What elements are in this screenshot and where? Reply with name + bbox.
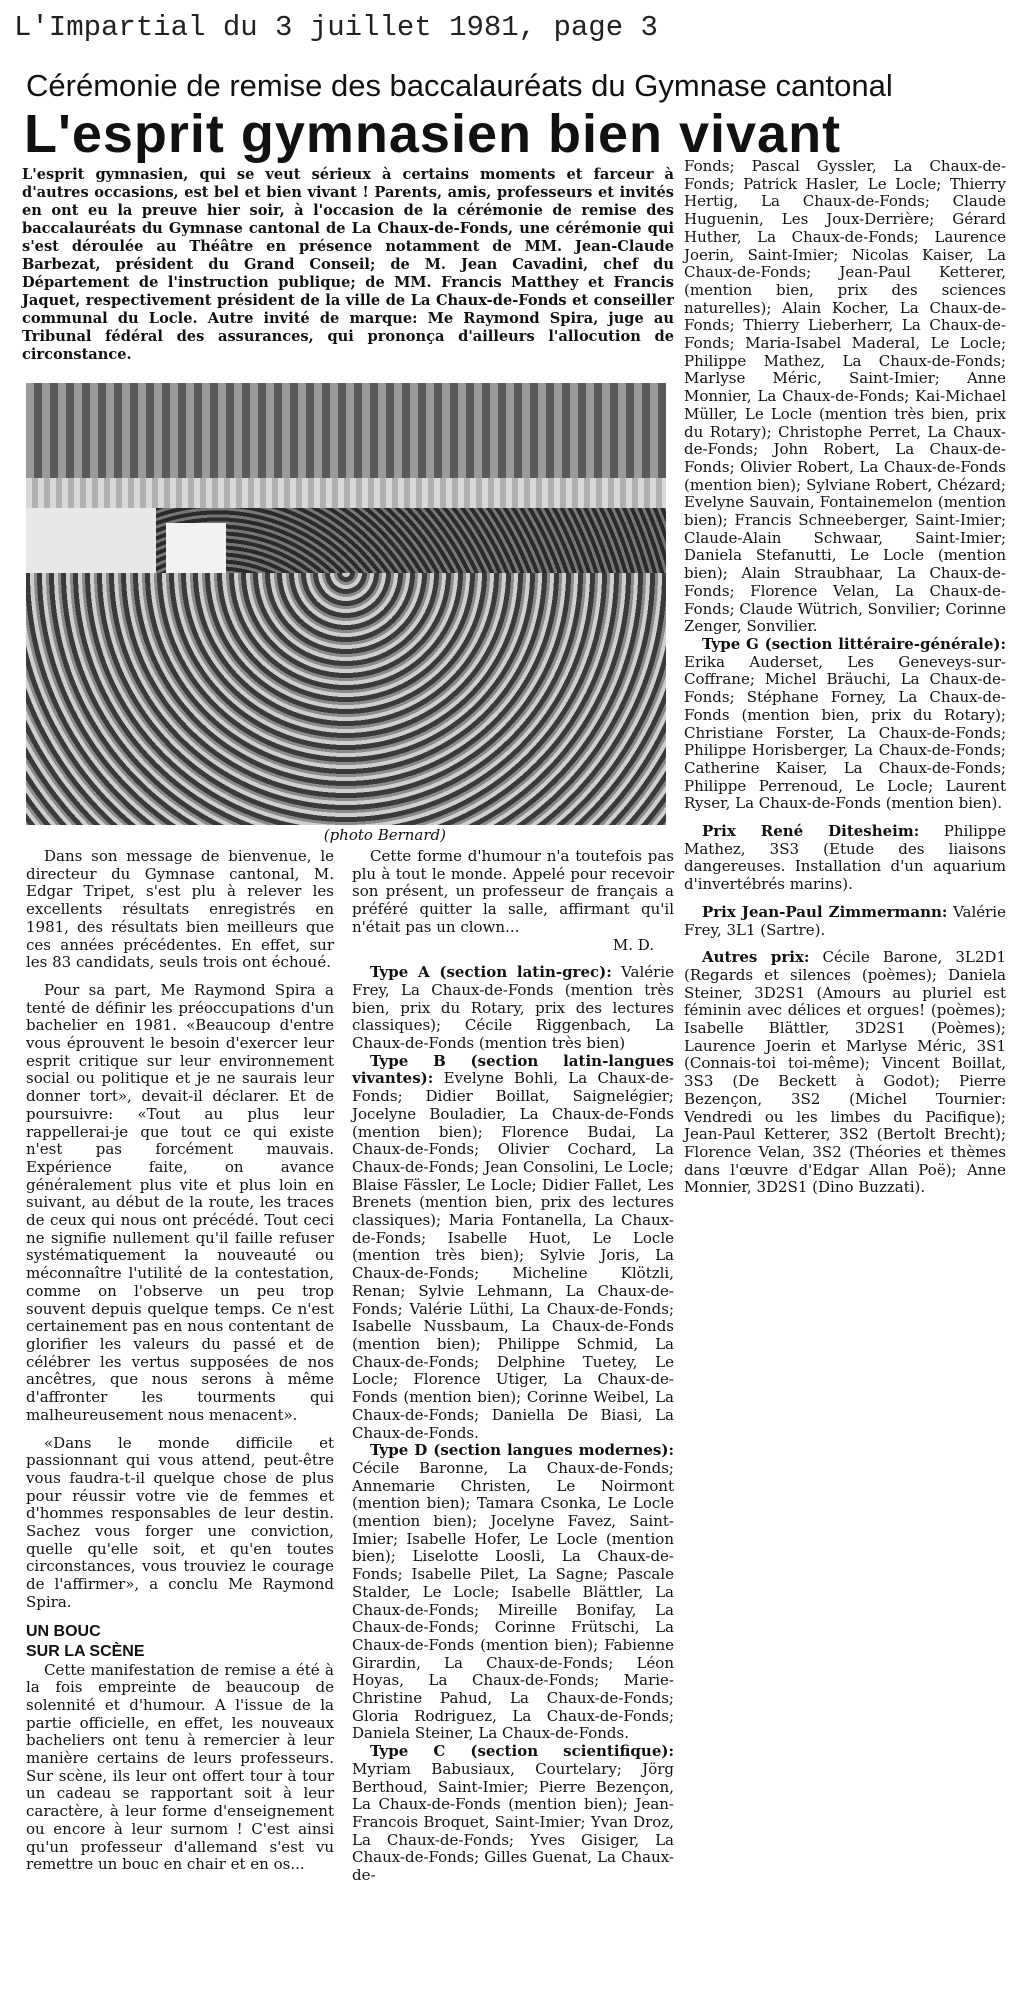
- laureates-type-a: [352, 964, 674, 1053]
- paragraph: Dans son message de bienvenue, le directeur du Gymnase cantonal, M. Edgar Tripet, s'est plu à relever les excellents résultats enregistrés en 1981, des résultats bien meilleurs que ces années précédentes. En effet, sur les 83 candidats, seuls trois ont échoué.: [26, 847, 334, 972]
- theatre-photo: [26, 383, 666, 825]
- photo-caption: (photo Bernard): [323, 826, 446, 844]
- signature: M. D.: [612, 935, 654, 954]
- headline: L'esprit gymnasien bien vivant: [24, 104, 842, 164]
- photo-rail: [26, 478, 666, 508]
- laureates-list: Valérie Frey, La Chaux-de-Fonds (mention très bien, prix du Rotary, prix des lectures classiques); Cécile Riggenbach, La Chaux-de-Fonds (mention très bien): [352, 963, 674, 1053]
- paragraph: Cette manifestation de remise a été à la fois empreinte de beaucoup de solennité et d'humour. A l'issue de la partie officielle, en effet, les nouveaux bacheliers ont tenu à remercier à leur manière certains de leurs professeurs. Sur scène, ils leur ont offert tour à tour un cadeau se rapportant soit à leur caractère, à leur forme d'enseignement ou encore à leur surnom ! C'est ainsi qu'un professeur d'allemand s'est vu remettre un bouc en chair et en os...: [26, 1660, 334, 1874]
- prize-label: Autres prix:: [702, 948, 810, 967]
- section-label: Type C (section scientifique):: [370, 1742, 674, 1761]
- prize-text: Cécile Barone, 3L2D1 (Regards et silences (poèmes); Daniela Steiner, 3D2S1 (Amours au pluriel est féminin avec délices et orgues! (poèmes); Isabelle Blättler, 3D2S1 (Poèmes); Laurence Joerin et Marlyse Méric, 3S1 (Connais-toi toi-même); Vincent Boillat, 3S3 (De Beckett à Godot); Pierre Bezençon, 3S2 (Michel Tournier: Vendredi ou les limbes du Pacifique); Jean-Paul Ketterer, 3S2 (Bertolt Brecht); Florence Velan, 3S2 (Théories et thèmes dans l'œuvre d'Edgar Allan Poë); Anne Monnier, 3D2S1 (Dino Buzzati).: [684, 948, 1007, 1197]
- prize-text: Valérie Frey, 3L1 (Sartre).: [684, 902, 1006, 939]
- laureates-type-c: [352, 1743, 674, 1885]
- autres-prix: [684, 949, 1006, 1197]
- column-middle: [352, 848, 674, 1885]
- lead-paragraph: L'esprit gymnasien, qui se veut sérieux à certains moments et farceur à d'autres occasions, est bel et bien vivant ! Parents, amis, professeurs et invités en ont eu la preuve hier soir, à l'occasion de la cérémonie de remise des baccalauréats du Gymnase cantonal de La Chaux-de-Fonds, une cérémonie qui s'est déroulée au Théâtre en présence notamment de MM. Jean-Claude Barbezat, président du Grand Conseil; de M. Jean Cavadini, chef du Département de l'instruction publique; de MM. Francis Matthey et Francis Jaquet, respectivement président de la ville de La Chaux-de-Fonds et conseiller communal du Locle. Autre invité de marque: Me Raymond Spira, juge au Tribunal fédéral des assurances, qui prononça d'ailleurs l'allocution de circonstance.: [22, 166, 674, 363]
- source-line: L'Impartial du 3 juillet 1981, page 3: [14, 11, 658, 44]
- section-label: Type D (section langues modernes):: [370, 1441, 674, 1460]
- prize-label: Prix Jean-Paul Zimmermann:: [702, 902, 948, 921]
- photo-audience: [26, 573, 666, 825]
- section-label: Type A (section latin-grec):: [370, 963, 612, 982]
- kicker: Cérémonie de remise des baccalauréats du Gymnase cantonal: [26, 68, 893, 103]
- column-left: [26, 848, 334, 1874]
- paragraph: Pour sa part, Me Raymond Spira a tenté de définir les préoccupations d'un bachelier en 1981. «Beaucoup d'entre vous éprouvent le besoin d'exercer leur esprit critique sur leur environnement social ou politique et je ne saurais leur donner tort», devait-il déclarer. Et de poursuivre: «Tout au plus leur rappellerai-je que tout ce qui existe n'est pas forcément mauvais. Expérience faite, on avance généralement plus vite et plus loin en suivant, au début de la route, les traces de ceux qui nous ont précédé. Tout ceci ne signifie nullement qu'il faille refuser systématiquement la nouveauté ou méconnaître l'utilité de la contestation, comme on l'observe un peu trop souvent depuis quelque temps. Ce n'est certainement pas en nous contentant de glorifier les valeurs du passé et de célébrer les vertus supposées de nos ancêtres, que nous serons à même d'affronter les tourments qui malheureusement nous menacent».: [26, 980, 334, 1424]
- laureates-list: Cécile Baronne, La Chaux-de-Fonds; Annemarie Christen, Le Noirmont (mention bien); Tamara Csonka, Le Locle (mention bien); Jocelyne Favez, Saint-Imier; Isabelle Hofer, Le Locle (mention bien); Liselotte Loosli, La Chaux-de-Fonds; Isabelle Pilet, La Sagne; Pascale Stalder, Le Locle; Isabelle Blättler, La Chaux-de-Fonds; Mireille Bonifay, La Chaux-de-Fonds; Corinne Frütschi, La Chaux-de-Fonds (mention bien); Fabienne Girardin, La Chaux-de-Fonds; Léon Hoyas, La Chaux-de-Fonds; Marie-Christine Pahud, La Chaux-de-Fonds; Gloria Rodriguez, La Chaux-de-Fonds; Daniela Steiner, La Chaux-de-Fonds.: [352, 1458, 674, 1743]
- prix-ditesheim: [684, 823, 1006, 894]
- laureates-type-g: [684, 636, 1006, 813]
- laureates-list: Evelyne Bohli, La Chaux-de-Fonds; Didier Boillat, Saignelégier; Jocelyne Bouladier, La Chaux-de-Fonds (mention bien); Florence Budai, La Chaux-de-Fonds; Olivier Cochard, La Chaux-de-Fonds; Jean Consolini, Le Locle; Blaise Fässler, Le Locle; Didier Fallet, Les Brenets (mention bien, prix des lectures classiques); Maria Fontanella, La Chaux-de-Fonds; Isabelle Huot, Le Locle (mention très bien); Sylvie Joris, La Chaux-de-Fonds; Micheline Klötzli, Renan; Sylvie Lehmann, La Chaux-de-Fonds; Valérie Lüthi, La Chaux-de-Fonds; Isabelle Nussbaum, La Chaux-de-Fonds (mention bien); Philippe Schmid, La Chaux-de-Fonds; Delphine Tuetey, Le Locle; Florence Utiger, La Chaux-de-Fonds (mention bien); Corinne Weibel, La Chaux-de-Fonds; Daniella De Biasi, La Chaux-de-Fonds.: [352, 1069, 674, 1442]
- subheading: [26, 1622, 334, 1662]
- section-label: Type G (section littéraire-générale):: [702, 634, 1006, 653]
- paragraph: «Dans le monde difficile et passionnant qui vous attend, peut-être vous faudra-t-il quelque chose de plus pour réussir votre vie de femmes et d'hommes responsables de leur destin. Sachez vous forger une conviction, quelle qu'elle soit, et qu'en toutes circonstances, vous trouviez le courage de l'affirmer», a conclu Me Raymond Spira.: [26, 1433, 334, 1611]
- subheading-line: SUR LA SCÈNE: [26, 1642, 145, 1660]
- subheading-line: UN BOUC: [26, 1622, 101, 1640]
- section-label: Type B (section latin-langues vivantes):: [352, 1051, 674, 1088]
- laureates-list: Myriam Babusiaux, Courtelary; Jörg Berthoud, Saint-Imier; Pierre Bezençon, La Chaux-de-Fonds (mention bien); Jean-Francois Broquet, Saint-Imier; Yvan Droz, La Chaux-de-Fonds; Yves Gisiger, La Chaux-de-Fonds; Gilles Guenat, La Chaux-de-: [352, 1759, 674, 1885]
- laureates-continued: Fonds; Pascal Gyssler, La Chaux-de-Fonds; Patrick Hasler, Le Locle; Thierry Hertig, La Chaux-de-Fonds; Claude Huguenin, Les Joux-Derrière; Gérard Huther, La Chaux-de-Fonds; Laurence Joerin, Saint-Imier; Nicolas Kaiser, La Chaux-de-Fonds; Jean-Paul Ketterer, (mention bien, prix des sciences naturelles); Alain Kocher, La Chaux-de-Fonds; Thierry Lieberherr, La Chaux-de-Fonds; Maria-Isabel Maderal, Le Locle; Philippe Mathez, La Chaux-de-Fonds; Marlyse Méric, Saint-Imier; Anne Monnier, La Chaux-de-Fonds; Kai-Michael Müller, Le Locle (mention très bien, prix du Rotary); Christophe Perret, La Chaux-de-Fonds; John Robert, La Chaux-de-Fonds; Olivier Robert, La Chaux-de-Fonds (mention bien); Sylviane Robert, Chézard; Evelyne Sauvain, Fontainemelon (mention bien); Francis Schneeberger, Saint-Imier; Claude-Alain Schwaar, Saint-Imier; Daniela Stefanutti, Le Locle (mention bien); Alain Straubhaar, La Chaux-de-Fonds; Florence Velan, La Chaux-de-Fonds; Claude Wütrich, Sonvilier; Corinne Zenger, Sonvilier.: [684, 157, 1006, 636]
- prize-label: Prix René Ditesheim:: [702, 822, 920, 841]
- prix-zimmermann: [684, 904, 1006, 939]
- laureates-type-b: [352, 1053, 674, 1442]
- photo-balcony: [26, 383, 666, 478]
- column-right: [684, 158, 1006, 1197]
- laureates-type-d: [352, 1442, 674, 1743]
- laureates-list: Erika Auderset, Les Geneveys-sur-Coffrane; Michel Bräuchi, La Chaux-de-Fonds; Stéphane Forney, La Chaux-de-Fonds (mention bien, prix du Rotary); Christiane Forster, La Chaux-de-Fonds; Philippe Horisberger, La Chaux-de-Fonds; Catherine Kaiser, La Chaux-de-Fonds; Philippe Perrenoud, Le Locle; Laurent Ryser, La Chaux-de-Fonds (mention bien).: [684, 652, 1006, 813]
- paragraph: Cette forme d'humour n'a toutefois pas plu à tout le monde. Appelé pour recevoir son présent, un professeur de français a préféré quitter la salle, affirmant qu'il n'était pas un clown...: [352, 847, 674, 936]
- prize-text: Philippe Mathez, 3S3 (Etude des liaisons dangereuses. Installation d'un aquarium d'invertébrés marins).: [684, 822, 1006, 894]
